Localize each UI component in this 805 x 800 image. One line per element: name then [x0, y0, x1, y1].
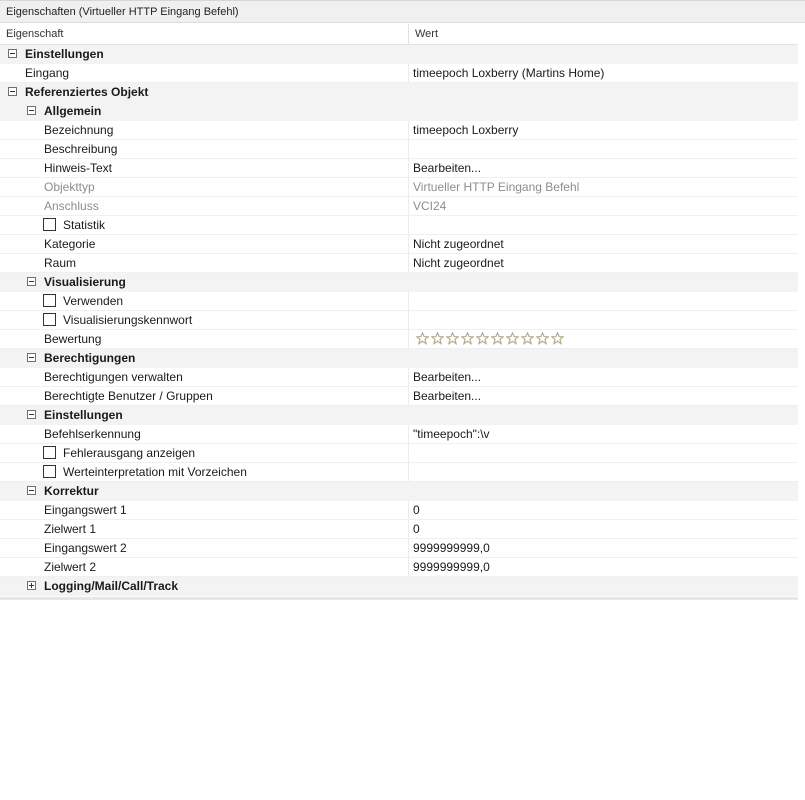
kennwort-checkbox[interactable] [43, 313, 56, 326]
property-row-eingangswert-2[interactable] [0, 539, 798, 558]
collapse-icon[interactable] [27, 410, 36, 419]
property-value[interactable]: Nicht zugeordnet [413, 237, 504, 251]
property-row-zielwert-1[interactable] [0, 520, 798, 539]
property-name: Zielwert 1 [44, 522, 97, 536]
property-name: Kategorie [44, 237, 96, 251]
window-title: Eigenschaften (Virtueller HTTP Eingang Befehl) [0, 0, 805, 23]
value-separator [408, 254, 409, 272]
property-value: VCI24 [413, 199, 447, 213]
value-separator [408, 387, 409, 405]
category-allgemein[interactable] [0, 102, 798, 121]
property-value[interactable]: Nicht zugeordnet [413, 256, 504, 270]
value-separator [408, 463, 409, 481]
grid-bottom-border [0, 597, 798, 600]
property-row-visualisierungskennwort[interactable] [0, 311, 798, 330]
category-label: Einstellungen [25, 47, 104, 61]
value-separator [408, 197, 409, 215]
property-row-zielwert-2[interactable] [0, 558, 798, 577]
property-row-anschluss [0, 197, 798, 216]
value-separator [408, 311, 409, 329]
category-visualisierung[interactable] [0, 273, 798, 292]
property-value[interactable]: timeepoch Loxberry (Martins Home) [413, 66, 605, 80]
value-separator [408, 64, 409, 82]
statistik-checkbox[interactable] [43, 218, 56, 231]
category-korrektur[interactable] [0, 482, 798, 501]
property-name: Befehlserkennung [44, 427, 141, 441]
value-separator [408, 140, 409, 158]
property-row-fehlerausgang[interactable] [0, 444, 798, 463]
collapse-icon[interactable] [27, 353, 36, 362]
property-value[interactable]: timeepoch Loxberry [413, 123, 519, 137]
star-icon[interactable] [506, 332, 519, 345]
property-row-eingangswert-1[interactable] [0, 501, 798, 520]
star-icon[interactable] [491, 332, 504, 345]
property-name: Berechtigungen verwalten [44, 370, 183, 384]
category-label: Visualisierung [44, 275, 126, 289]
category-label: Einstellungen [44, 408, 123, 422]
property-row-bezeichnung[interactable] [0, 121, 798, 140]
property-row-beschreibung[interactable] [0, 140, 798, 159]
star-icon[interactable] [461, 332, 474, 345]
value-separator [408, 501, 409, 519]
property-row-eingang[interactable] [0, 64, 798, 83]
collapse-icon[interactable] [27, 106, 36, 115]
star-icon[interactable] [416, 332, 429, 345]
star-icon[interactable] [551, 332, 564, 345]
property-value: Virtueller HTTP Eingang Befehl [413, 180, 580, 194]
property-row-kategorie[interactable] [0, 235, 798, 254]
value-separator [408, 235, 409, 253]
category-referenziertes-objekt[interactable] [0, 83, 798, 102]
property-name: Zielwert 2 [44, 560, 97, 574]
collapse-icon[interactable] [27, 486, 36, 495]
value-separator [408, 520, 409, 538]
value-separator [408, 178, 409, 196]
category-einstellungen-2[interactable] [0, 406, 798, 425]
collapse-icon[interactable] [8, 87, 17, 96]
value-separator [408, 330, 409, 348]
property-name: Verwenden [63, 294, 124, 308]
property-name: Raum [44, 256, 77, 270]
property-value[interactable]: 9999999999,0 [413, 560, 490, 574]
header-separator[interactable] [408, 24, 409, 44]
property-row-berechtigungen-verwalten[interactable] [0, 368, 798, 387]
property-name: Eingangswert 2 [44, 541, 127, 555]
expand-icon[interactable] [27, 581, 36, 590]
category-label: Referenziertes Objekt [25, 85, 149, 99]
category-logging[interactable] [0, 577, 798, 596]
value-separator [408, 368, 409, 386]
property-row-verwenden[interactable] [0, 292, 798, 311]
property-name: Berechtigte Benutzer / Gruppen [44, 389, 213, 403]
property-name: Objekttyp [44, 180, 95, 194]
grid-header [0, 24, 798, 45]
property-name: Beschreibung [44, 142, 118, 156]
property-value[interactable]: "timeepoch":\v [413, 427, 490, 441]
header-value[interactable]: Wert [415, 28, 439, 40]
value-separator [408, 425, 409, 443]
property-name: Bewertung [44, 332, 102, 346]
value-separator [408, 292, 409, 310]
value-separator [408, 121, 409, 139]
property-row-statistik[interactable] [0, 216, 798, 235]
property-name: Anschluss [44, 199, 99, 213]
star-icon[interactable] [536, 332, 549, 345]
property-row-berechtigte-benutzer[interactable] [0, 387, 798, 406]
star-icon[interactable] [431, 332, 444, 345]
star-icon[interactable] [521, 332, 534, 345]
collapse-icon[interactable] [27, 277, 36, 286]
property-row-werteinterpretation[interactable] [0, 463, 798, 482]
collapse-icon[interactable] [8, 49, 17, 58]
property-name: Statistik [63, 218, 106, 232]
category-berechtigungen[interactable] [0, 349, 798, 368]
value-separator [408, 216, 409, 234]
property-name: Visualisierungskennwort [63, 313, 193, 327]
value-separator [408, 539, 409, 557]
property-value[interactable]: 0 [413, 522, 420, 536]
category-label: Korrektur [44, 484, 99, 498]
property-value[interactable]: 9999999999,0 [413, 541, 490, 555]
property-name: Bezeichnung [44, 123, 114, 137]
property-name: Werteinterpretation mit Vorzeichen [63, 465, 247, 479]
edit-link[interactable]: Bearbeiten... [413, 389, 482, 403]
edit-link[interactable]: Bearbeiten... [413, 370, 482, 384]
value-separator [408, 159, 409, 177]
property-row-raum[interactable] [0, 254, 798, 273]
property-row-befehlserkennung[interactable] [0, 425, 798, 444]
property-value[interactable]: 0 [413, 503, 420, 517]
category-label: Logging/Mail/Call/Track [44, 579, 179, 593]
property-name: Eingang [25, 66, 70, 80]
property-grid [0, 45, 798, 596]
rating-stars[interactable] [416, 332, 564, 346]
header-property[interactable]: Eigenschaft [6, 28, 64, 40]
edit-link[interactable]: Bearbeiten... [413, 161, 482, 175]
star-icon[interactable] [446, 332, 459, 345]
value-separator [408, 558, 409, 576]
value-separator [408, 444, 409, 462]
fehlerausgang-checkbox[interactable] [43, 446, 56, 459]
verwenden-checkbox[interactable] [43, 294, 56, 307]
property-name: Eingangswert 1 [44, 503, 127, 517]
property-row-hinweis-text[interactable] [0, 159, 798, 178]
category-label: Allgemein [44, 104, 102, 118]
category-einstellungen[interactable] [0, 45, 798, 64]
property-row-bewertung[interactable] [0, 330, 798, 349]
vorzeichen-checkbox[interactable] [43, 465, 56, 478]
star-icon[interactable] [476, 332, 489, 345]
property-name: Hinweis-Text [44, 161, 113, 175]
property-row-objekttyp [0, 178, 798, 197]
category-label: Berechtigungen [44, 351, 136, 365]
property-name: Fehlerausgang anzeigen [63, 446, 196, 460]
